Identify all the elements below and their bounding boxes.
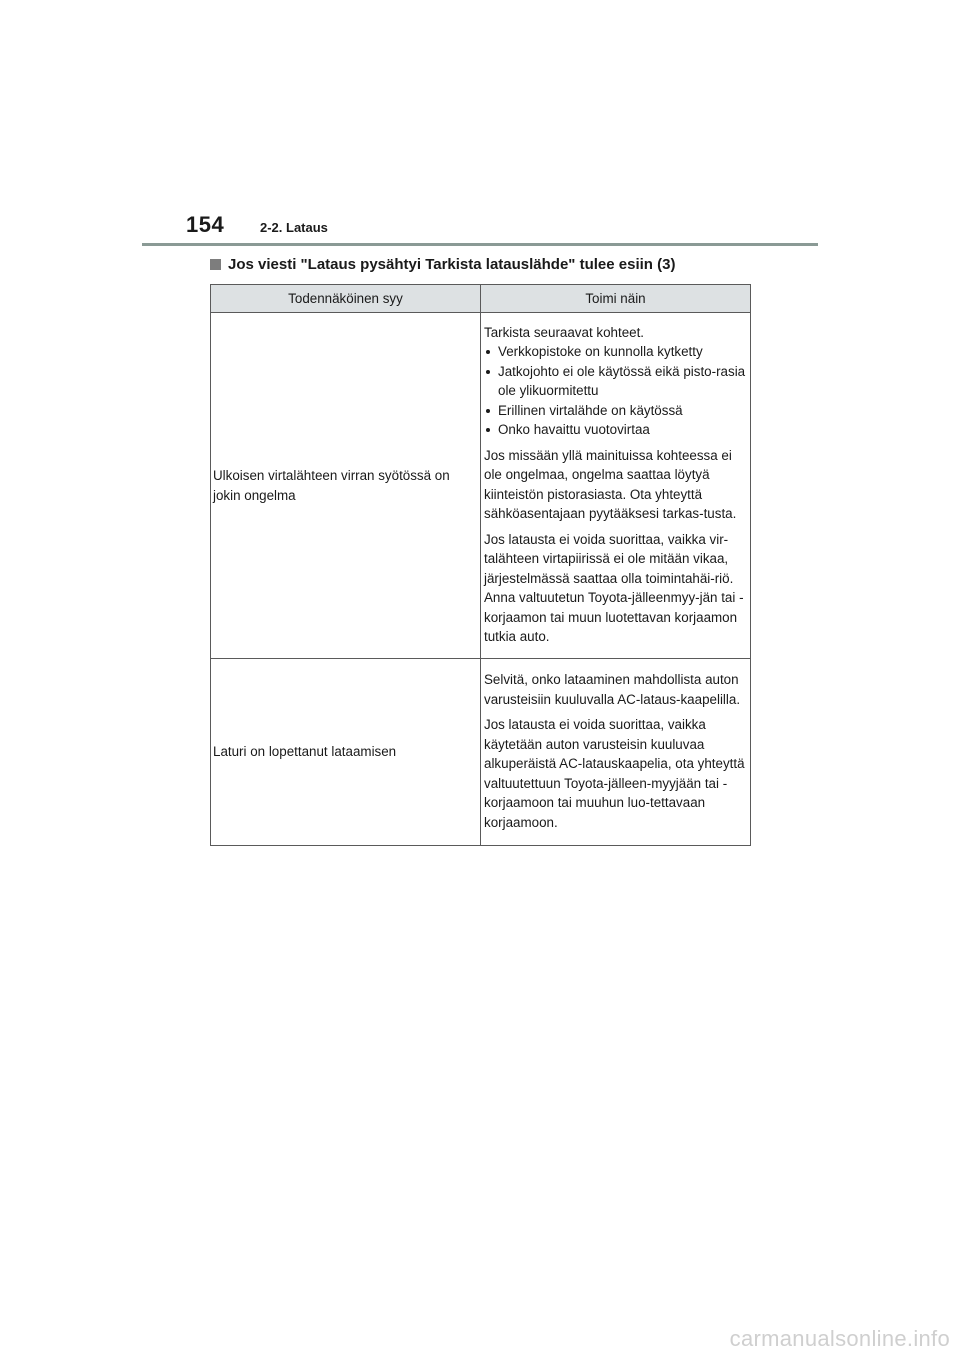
list-item: Jatkojohto ei ole käytössä eikä pisto-rasia ole ylikuormitettu (484, 362, 748, 401)
list-item: Onko havaittu vuotovirtaa (484, 420, 748, 440)
section-label: 2-2. Lataus (260, 220, 328, 235)
column-header-cause: Todennäköinen syy (211, 285, 481, 313)
table-row (211, 313, 751, 659)
action-cell (481, 659, 751, 846)
table-header-row (211, 285, 751, 313)
check-list (484, 342, 748, 440)
action-paragraph: Jos latausta ei voida suorittaa, vaikka käytetään auton varusteisin kuuluvaa alkuperäistä AC-latauskaapelia, ota yhteyttä valtuutettuun Toyota-jälleen-myyjään tai -korjaamoon tai muuhun luo-tettavaan korjaamoon. (484, 717, 745, 830)
section-heading-text: Jos viesti "Lataus pysähtyi Tarkista latauslähde" tulee esiin (3) (228, 256, 676, 273)
action-cell (481, 313, 751, 659)
list-item: Verkkopistoke on kunnolla kytketty (484, 342, 748, 362)
table-row (211, 659, 751, 846)
cause-cell: Ulkoisen virtalähteen virran syötössä on jokin ongelma (211, 313, 481, 659)
square-bullet-icon (210, 259, 221, 270)
header-rule (142, 243, 818, 246)
action-paragraph: Jos latausta ei voida suorittaa, vaikka vir-talähteen virtapiirissä ei ole mitään vikaa, järjestelmässä saattaa olla toimintahäi-riö. Anna valtuutetun Toyota-jälleenmyy-jän tai -korjaamon tai muun luotettavan korjaamon tutkia auto. (484, 531, 744, 644)
action-paragraph: Selvitä, onko lataaminen mahdollista auton varusteisiin kuuluvalla AC-lataus-kaapelilla. (484, 672, 741, 707)
list-item: Erillinen virtalähde on käytössä (484, 401, 748, 421)
section-heading (210, 256, 675, 273)
action-intro: Tarkista seuraavat kohteet. (484, 324, 645, 340)
column-header-action: Toimi näin (481, 285, 751, 313)
cause-cell: Laturi on lopettanut lataamisen (211, 659, 481, 846)
page-number: 154 (186, 212, 225, 237)
troubleshooting-table (210, 284, 751, 846)
watermark: carmanualsonline.info (729, 1326, 950, 1351)
action-paragraph: Jos missään yllä mainituissa kohteessa ei ole ongelmaa, ongelma saattaa löytyä kiinteistön pistorasiasta. Ota yhteyttä sähköasentajaan pyytääksesi tarkas-tusta. (484, 447, 737, 521)
